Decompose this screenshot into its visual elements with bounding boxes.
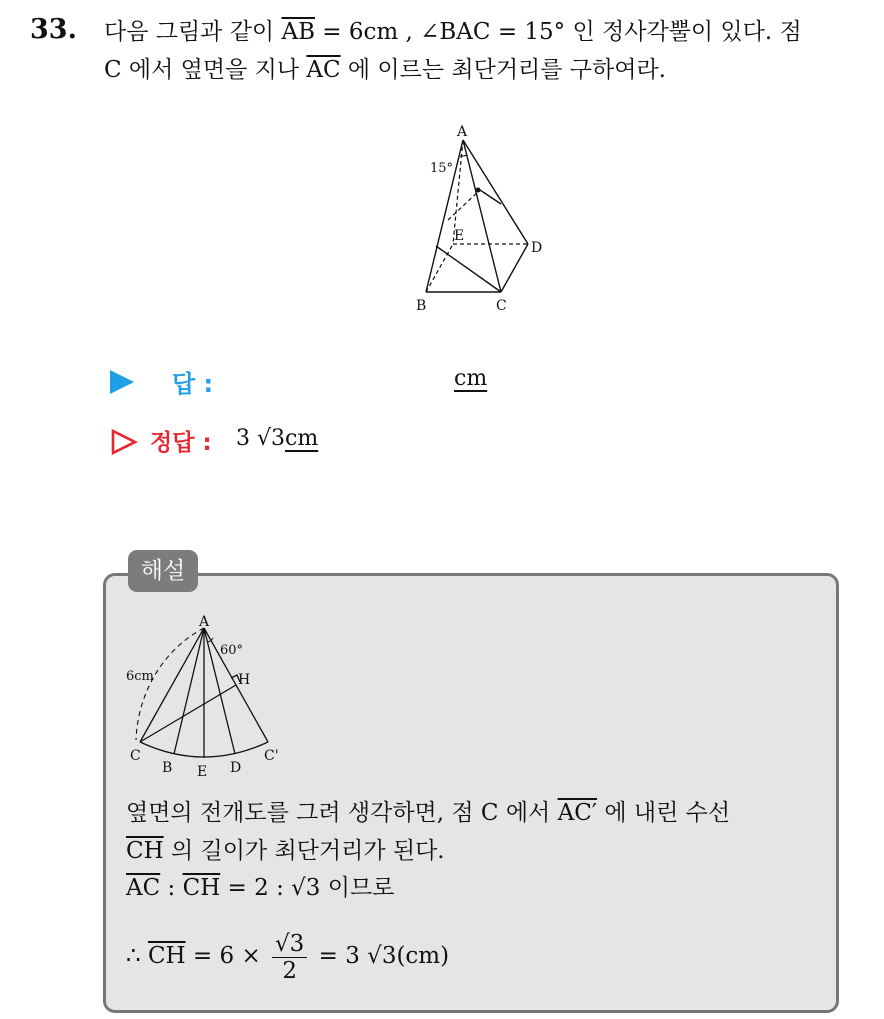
segment-ab: $\overline{AB}$ — [281, 19, 315, 45]
segment-ac-prime: AC′ — [557, 800, 598, 826]
answer-label: 답 : — [172, 370, 214, 398]
development-figure — [118, 612, 288, 782]
question-text: 다음 그림과 같이 — [104, 19, 282, 45]
correct-answer-unit: cm — [285, 426, 319, 451]
pyramid-figure — [408, 120, 558, 320]
play-icon — [110, 370, 134, 394]
correct-answer-value: 3 √3cm — [236, 426, 319, 451]
solution-line-2: $\overline{CH}$ 의 길이가 최단거리가 된다. — [126, 838, 445, 864]
segment-ac: $\overline{AC}$ — [306, 57, 341, 83]
question-line-1 — [104, 17, 802, 47]
correct-answer-row — [110, 424, 610, 458]
label-c: C — [130, 748, 141, 764]
question-text: = 6cm , ∠BAC = 15° 인 정사각뿔이 있다. 점 — [314, 19, 802, 45]
label-length: 6cm — [126, 669, 154, 684]
solution-line-3: $\overline{AC}$ : $\overline{CH} = 2$ : √3 이므로 — [126, 875, 395, 901]
point-marker — [476, 188, 481, 193]
edge-ad — [463, 140, 528, 244]
question-text: C 에서 옆면을 지나 — [104, 57, 307, 83]
question-line-2 — [104, 55, 666, 85]
fraction: $\frac{√3}{2}$ — [272, 931, 307, 984]
answer-unit: cm — [454, 366, 488, 391]
segment-ac: $\overline{AC}$ — [126, 875, 161, 901]
segment-ch: $\overline{CH}$ — [147, 943, 186, 969]
answer-row — [110, 364, 610, 398]
solution-line-4: ∴ $\overline{CH} = 6$ × $\frac{√3}{2}$ = 3 √3(cm) — [126, 930, 450, 984]
label-d: D — [531, 240, 543, 256]
label-a: A — [199, 614, 210, 630]
path-hidden — [448, 190, 480, 220]
label-c: C — [496, 298, 507, 314]
question-text: 에 이르는 최단거리를 구하여라. — [340, 57, 666, 83]
outline-play-icon — [110, 429, 138, 455]
segment-ch: $\overline{CH}$ — [126, 838, 164, 864]
label-c-prime: C' — [264, 748, 279, 764]
solution-line-1: 옆면의 전개도를 그려 생각하면, 점 C 에서 AC′ 에 내린 수선 — [126, 800, 731, 826]
label-e: E — [197, 764, 208, 780]
segment-ch: $\overline{CH}$ — [182, 875, 221, 901]
label-a: A — [457, 124, 468, 140]
label-angle: 60° — [220, 643, 244, 658]
question-number: 33. — [30, 14, 77, 45]
label-b: B — [416, 298, 427, 314]
label-d: D — [230, 760, 242, 776]
label-h: H — [238, 672, 251, 688]
solution-tag: 해설 — [128, 550, 198, 592]
label-b: B — [162, 760, 173, 776]
edge-be-hidden — [426, 244, 453, 292]
correct-answer-label: 정답 : — [150, 430, 212, 456]
edge-cd — [501, 244, 528, 292]
label-e: E — [454, 228, 465, 244]
label-angle: 15° — [430, 161, 454, 176]
